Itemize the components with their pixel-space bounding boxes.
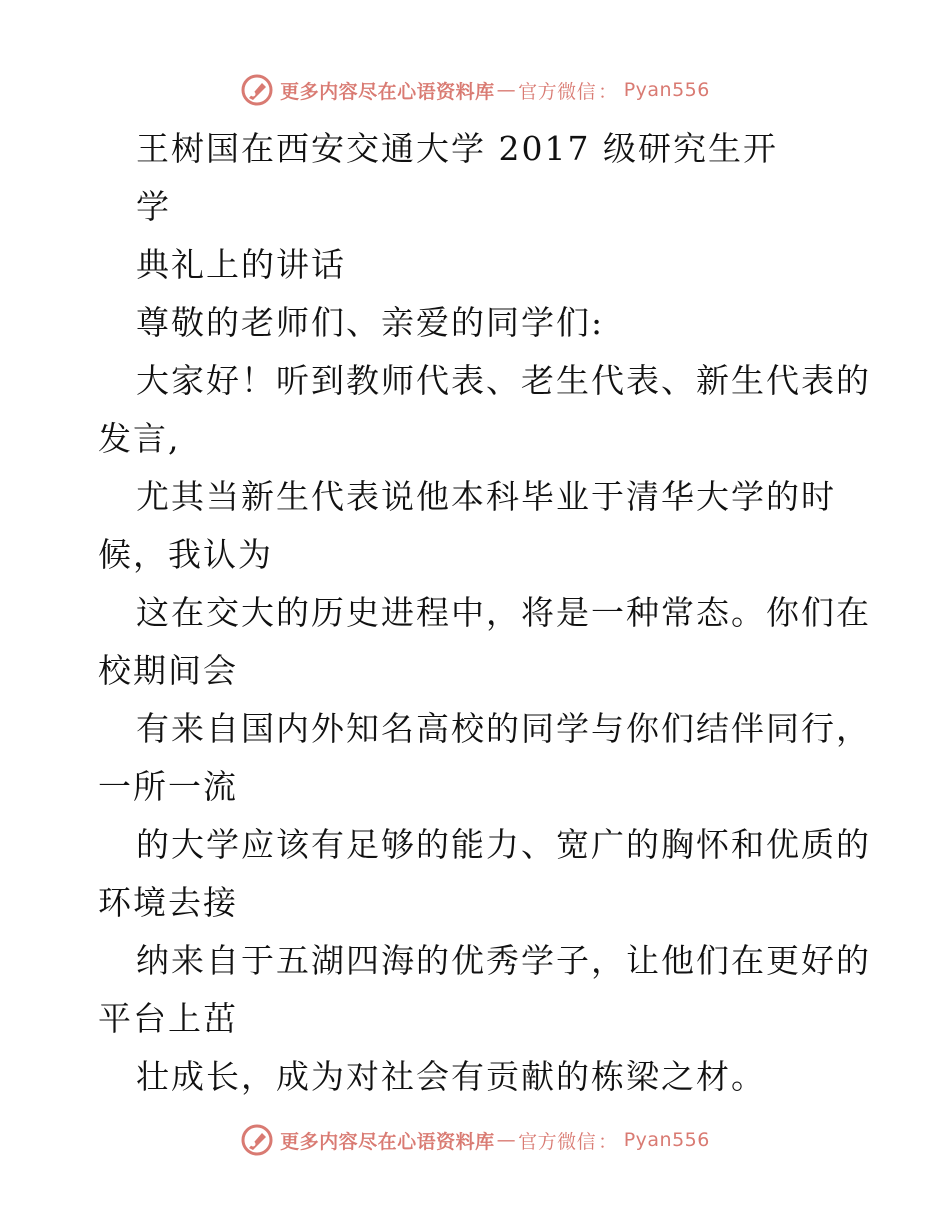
watermark-account: Pyan556	[623, 79, 710, 101]
watermark-separator: ：	[598, 1130, 618, 1153]
watermark-separator: ：	[598, 80, 618, 103]
document-body	[98, 120, 871, 1106]
watermark-account: Pyan556	[623, 1129, 710, 1151]
text-line: 尊敬的老师们、亲爱的同学们:	[136, 303, 605, 342]
text-line: 学	[136, 187, 171, 226]
text-line: 的大学应该有足够的能力、宽广的胸怀和优质的	[136, 825, 871, 864]
watermark-dash: —	[496, 79, 517, 101]
watermark-label: 官方微信	[518, 80, 597, 103]
pen-logo-icon	[240, 1123, 274, 1157]
text-line: 有来自国内外知名高校的同学与你们结伴同行，	[136, 709, 871, 748]
text-line: 平台上茁	[98, 999, 238, 1038]
watermark-dash: —	[496, 1129, 517, 1151]
footer-watermark	[0, 1120, 950, 1160]
text-line: 纳来自于五湖四海的优秀学子，让他们在更好的	[136, 941, 871, 980]
text-line: 这在交大的历史进程中，将是一种常态。你们在	[136, 593, 871, 632]
text-line: 校期间会	[98, 651, 238, 690]
text-line: 壮成长，成为对社会有贡献的栋梁之材。	[136, 1057, 766, 1096]
text-line: 王树国在西安交通大学 2017 级研究生开	[136, 129, 778, 168]
watermark-label: 官方微信	[518, 1130, 597, 1153]
watermark-prefix: 更多内容尽在心语资料库	[280, 1130, 495, 1153]
text-line: 环境去接	[98, 883, 238, 922]
text-line: 大家好！听到教师代表、老生代表、新生代表的	[136, 361, 871, 400]
text-line: 尤其当新生代表说他本科毕业于清华大学的时	[136, 477, 836, 516]
text-line: 发言,	[98, 419, 181, 458]
text-line: 候，我认为	[98, 535, 273, 574]
pen-logo-icon	[240, 73, 274, 107]
text-line: 典礼上的讲话	[136, 245, 346, 284]
watermark-prefix: 更多内容尽在心语资料库	[280, 80, 495, 103]
header-watermark	[0, 70, 950, 110]
text-line: 一所一流	[98, 767, 238, 806]
